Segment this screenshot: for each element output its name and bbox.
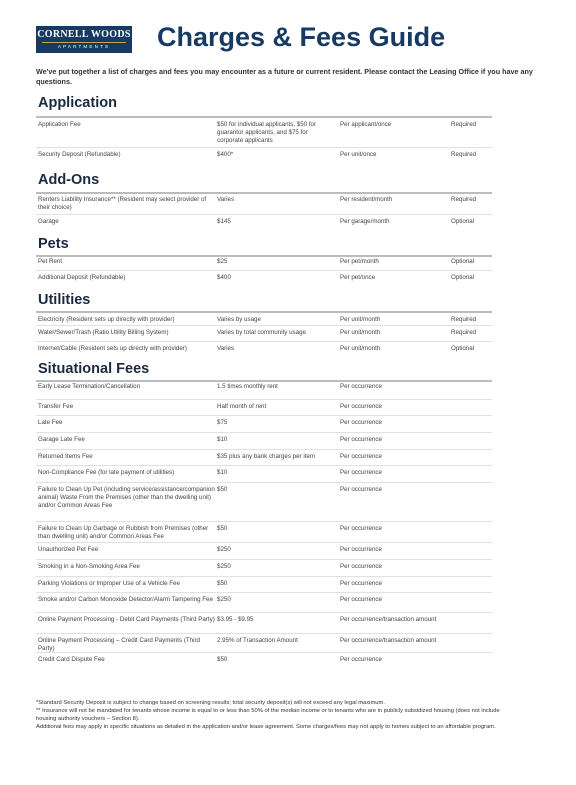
fee-name: Smoking in a Non-Smoking Area Fee [38, 563, 140, 570]
fee-frequency: Per unit/month [340, 345, 381, 352]
row-divider [36, 576, 492, 577]
page-title: Charges & Fees Guide [157, 22, 446, 52]
row-divider [36, 465, 492, 466]
section-title: Pets [38, 236, 69, 252]
fee-amount: $50 [217, 486, 228, 493]
fee-frequency: Per occurrence/transaction amount [340, 637, 437, 644]
fee-amount: $50 [217, 525, 228, 532]
fee-name: Additional Deposit (Refundable) [38, 274, 126, 281]
section-title: Application [38, 95, 117, 111]
fee-name: Credit Card Dispute Fee [38, 656, 105, 663]
logo-name: CORNELL WOODS [37, 29, 131, 40]
fee-name: Late Fee [38, 419, 63, 426]
fee-frequency: Per applicant/once [340, 121, 392, 128]
row-divider [36, 633, 492, 634]
fee-frequency: Per unit/month [340, 316, 381, 323]
fee-name: Online Payment Processing - Debit Card Payments (Third Party) [38, 616, 215, 623]
fee-name: Early Lease Termination/Cancellation [38, 383, 141, 390]
fee-frequency: Per occurrence [340, 453, 382, 460]
section-divider [36, 192, 492, 194]
row-divider [36, 482, 492, 483]
fee-frequency: Per occurrence [340, 563, 382, 570]
row-divider [36, 147, 492, 148]
fee-frequency: Per unit/month [340, 329, 381, 336]
fee-amount: $50 [217, 656, 228, 663]
fee-name: Transfer Fee [38, 403, 74, 410]
fee-frequency: Per garage/month [340, 218, 390, 225]
fee-name: Water/Sewer/Trash (Ratio Utility Billing System) [38, 329, 169, 336]
fee-amount: $75 [217, 419, 228, 426]
section-title: Add-Ons [38, 172, 100, 188]
row-divider [36, 325, 492, 326]
logo-subtitle: APARTMENTS [42, 42, 126, 50]
fee-name: Electricity (Resident sets up directly with provider) [38, 316, 175, 323]
section-divider [36, 380, 492, 382]
section-divider [36, 255, 492, 257]
fee-requirement: Required [451, 151, 477, 158]
section-divider [36, 311, 492, 313]
row-divider [36, 542, 492, 543]
fee-frequency: Per occurrence [340, 580, 382, 587]
fee-name: Returned Items Fee [38, 453, 93, 460]
fee-name: Smoke and/or Carbon Monoxide Detector/Alarm Tampering Fee [38, 596, 213, 603]
fee-frequency: Per occurrence [340, 656, 382, 663]
fee-frequency: Per occurrence [340, 525, 382, 532]
fee-frequency: Per occurrence [340, 486, 382, 493]
fee-amount: $10 [217, 469, 228, 476]
section-title: Utilities [38, 292, 91, 308]
fee-frequency: Per pet/once [340, 274, 376, 281]
fee-amount: $145 [217, 218, 231, 225]
fee-frequency: Per occurrence [340, 596, 382, 603]
fee-name: Garage [38, 218, 59, 225]
fee-name: Internet/Cable (Resident sets up directly with provider) [38, 345, 187, 352]
fee-amount: $50 [217, 580, 228, 587]
fee-name: Unauthorized Pet Fee [38, 546, 99, 553]
fee-requirement: Required [451, 196, 477, 203]
fee-frequency: Per occurrence [340, 436, 382, 443]
row-divider [36, 612, 492, 613]
row-divider [36, 432, 492, 433]
fee-amount: Varies by total community usage [217, 329, 306, 336]
fee-requirement: Optional [451, 274, 475, 281]
fee-amount: $250 [217, 563, 231, 570]
fee-requirement: Optional [451, 218, 475, 225]
fee-amount: $400 [217, 274, 231, 281]
fee-amount: Half month of rent [217, 403, 267, 410]
fee-requirement: Required [451, 329, 477, 336]
fee-name: Renters Liability Insurance** (Resident may select provider of their choice) [38, 196, 207, 212]
fee-frequency: Per occurrence [340, 403, 382, 410]
fee-name: Security Deposit (Refundable) [38, 151, 121, 158]
fee-amount: $10 [217, 436, 228, 443]
cornell-woods-logo [36, 26, 132, 53]
row-divider [36, 449, 492, 450]
fee-name: Application Fee [38, 121, 81, 128]
footnote-additional-fees: Additional fees may apply in specific situations as detailed in the application and/or lease agreement. Some charges/fees may not apply to homes subject to an affordable program. [36, 724, 496, 730]
row-divider [36, 592, 492, 593]
section-title: Situational Fees [38, 361, 150, 377]
section-divider [36, 116, 492, 118]
row-divider [36, 559, 492, 560]
row-divider [36, 415, 492, 416]
fee-amount: Varies by usage [217, 316, 261, 323]
fee-frequency: Per occurrence/transaction amount [340, 616, 437, 623]
footnote-security-deposit: *Standard Security Deposit is subject to change based on screening results; total security deposit(s) will not exceed any legal maximum. [36, 700, 385, 706]
row-divider [36, 270, 492, 271]
fee-name: Garage Late Fee [38, 436, 85, 443]
fee-amount: 1.5 times monthly rent [217, 383, 278, 390]
fee-requirement: Optional [451, 345, 475, 352]
header [36, 22, 546, 56]
row-divider [36, 214, 492, 215]
fee-frequency: Per unit/once [340, 151, 377, 158]
fee-frequency: Per occurrence [340, 383, 382, 390]
fee-amount: $400* [217, 151, 234, 158]
fee-frequency: Per pet/month [340, 258, 379, 265]
row-divider [36, 652, 492, 653]
fee-amount: $3.95 - $9.95 [217, 616, 254, 623]
fee-amount: Varies [217, 345, 235, 352]
fee-name: Pet Rent [38, 258, 63, 265]
fee-amount: $25 [217, 258, 228, 265]
fee-name: Non-Compliance Fee (for late payment of utilities) [38, 469, 175, 476]
fee-frequency: Per occurrence [340, 419, 382, 426]
row-divider [36, 521, 492, 522]
fee-name: Failure to Clean Up Pet (including service/assistance/companion animal) Waste From the Premises (other than the dwelling unit) and/or Common Areas Fee [38, 486, 215, 510]
fee-name: Failure to Clean Up Garbage or Rubbish from Premises (other than dwelling unit) and/or Common Areas Fee [38, 525, 209, 541]
fee-name: Online Payment Processing – Credit Card Payments (Third Party) [38, 637, 200, 653]
intro-text: We've put together a list of charges and fees you may encounter as a future or current resident. Please contact the Leasing Office if you have any questions. [36, 67, 533, 86]
fee-frequency: Per resident/month [340, 196, 393, 203]
fee-name: Parking Violations or Improper Use of a Vehicle Fee [38, 580, 180, 587]
fee-frequency: Per occurrence [340, 546, 382, 553]
fee-amount: $50 for individual applicants, $50 for guarantor applicants, and $75 for corporate applicants [217, 121, 317, 145]
footnotes [36, 699, 506, 731]
fee-amount: 2.95% of Transaction Amount [217, 637, 298, 644]
fee-amount: $250 [217, 596, 231, 603]
fee-amount: $250 [217, 546, 231, 553]
fee-frequency: Per occurrence [340, 469, 382, 476]
footnote-insurance: ** Insurance will not be mandated for tenants whose income is equal to or less than 50% of the median income or to tenants who are in publicly subsidized housing (does not include housing authority vouchers – Section 8). [36, 708, 500, 722]
fee-requirement: Required [451, 316, 477, 323]
row-divider [36, 399, 492, 400]
fee-requirement: Required [451, 121, 477, 128]
fee-amount: $35 plus any bank charges per item [217, 453, 316, 460]
row-divider [36, 341, 492, 342]
fee-amount: Varies [217, 196, 235, 203]
fee-requirement: Optional [451, 258, 475, 265]
